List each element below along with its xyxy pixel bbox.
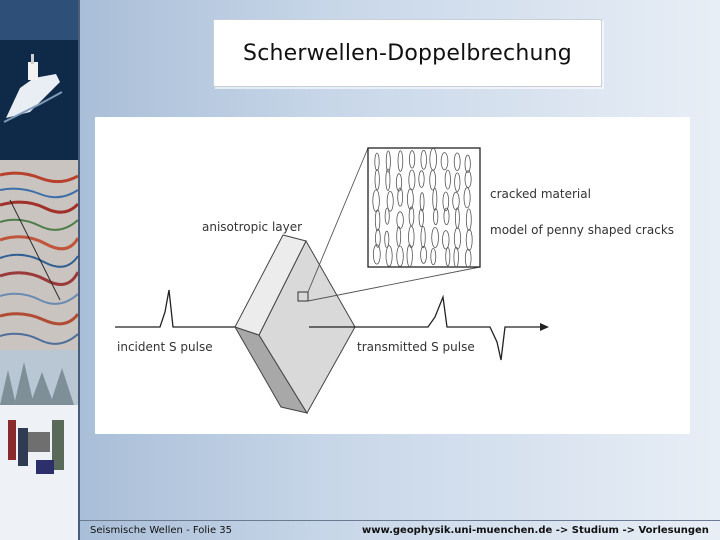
label-penny-shaped-cracks: model of penny shaped cracks <box>490 223 675 237</box>
footer-divider <box>80 520 720 521</box>
footer-course: Seismische Wellen <box>90 525 183 536</box>
footer-url[interactable]: www.geophysik.uni-muenchen.de -> Studium -> Vorlesungen <box>362 525 709 536</box>
footer-left <box>90 525 232 536</box>
label-anisotropic-layer: anisotropic layer <box>202 220 303 234</box>
seismic-section-image <box>0 160 78 350</box>
ship-photo <box>0 0 78 160</box>
field-work-photo <box>0 350 78 540</box>
label-incident-pulse: incident S pulse <box>117 340 213 354</box>
zoom-line-bottom <box>308 267 480 301</box>
slide-title-box <box>213 19 602 87</box>
label-transmitted-pulse: transmitted S pulse <box>357 340 475 354</box>
slide-title: Scherwellen-Doppelbrechung <box>243 40 572 66</box>
birefringence-figure <box>95 117 690 434</box>
label-cracked-material: cracked material <box>490 187 591 201</box>
sidebar-photos <box>0 0 78 540</box>
sidebar-photo-strip <box>0 0 80 540</box>
propagation-arrow-head <box>540 323 549 331</box>
incident-pulse-trace <box>115 290 235 327</box>
figure-drawing <box>95 117 690 434</box>
zoom-line-top <box>308 148 368 292</box>
footer-slide-number: Folie 35 <box>192 525 233 536</box>
footer-separator: - <box>186 525 190 536</box>
